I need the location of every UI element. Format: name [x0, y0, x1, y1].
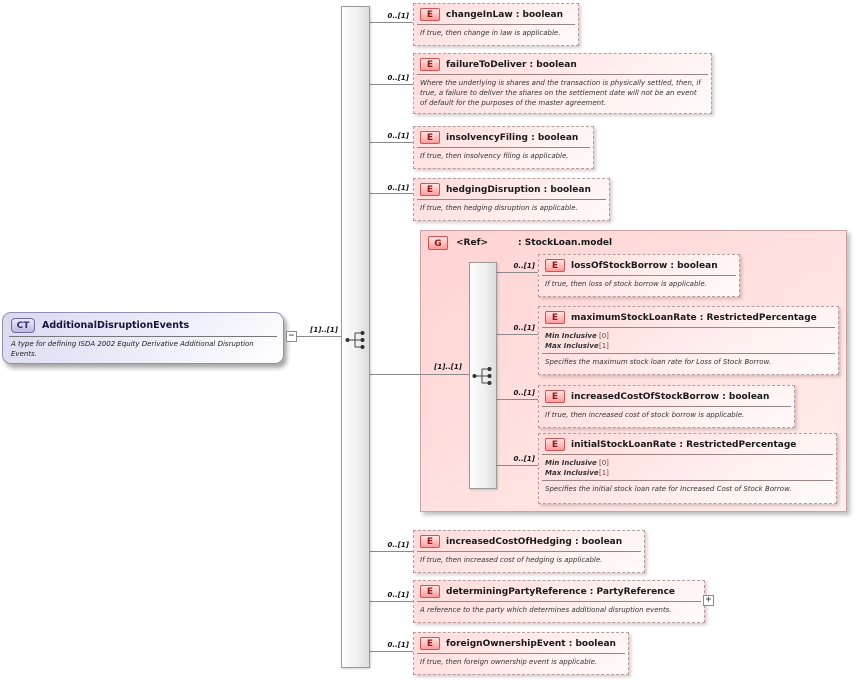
element-node-hedgingDisruption[interactable]: [413, 178, 610, 221]
element-node-failureToDeliver[interactable]: [413, 53, 712, 114]
element-label: hedgingDisruption : boolean: [446, 184, 591, 195]
connector-line: [370, 601, 413, 602]
element-node-increasedCostOfHedging[interactable]: [413, 530, 645, 573]
connector-line: [370, 142, 413, 143]
complex-type-title: [3, 313, 283, 336]
element-doc: If true, then increased cost of hedging is applicable.: [420, 556, 603, 564]
element-icon: E: [420, 131, 440, 144]
facet-name: Max Inclusive: [545, 342, 599, 350]
cardinality-label: [1]..[1]: [310, 326, 338, 334]
group-icon: G: [428, 236, 448, 250]
element-doc: If true, then loss of stock borrow is applicable.: [545, 280, 707, 288]
element-icon: E: [420, 637, 440, 650]
facet-list: [539, 328, 838, 353]
element-node-changeInLaw[interactable]: [413, 3, 579, 46]
cardinality-label: 0..[1]: [513, 262, 535, 270]
element-icon: E: [420, 535, 440, 548]
collapse-toggle-icon[interactable]: −: [286, 331, 297, 342]
group-ref-label: <Ref>: [456, 238, 489, 248]
facet-value: [0]: [599, 332, 609, 340]
connector-line: [370, 551, 413, 552]
element-label: initialStockLoanRate : RestrictedPercentage: [571, 439, 797, 450]
complex-type-name: AdditionalDisruptionEvents: [42, 320, 190, 331]
element-doc: If true, then foreign ownership event is applicable.: [420, 658, 598, 666]
element-node-initialStockLoanRate[interactable]: [538, 433, 837, 504]
element-icon: E: [420, 183, 440, 196]
element-label: failureToDeliver : boolean: [446, 59, 577, 70]
cardinality-label: 0..[1]: [387, 132, 409, 140]
element-label: insolvencyFiling : boolean: [446, 132, 579, 143]
connector-line: [370, 193, 413, 194]
cardinality-label: 0..[1]: [513, 389, 535, 397]
connector-line: [297, 336, 341, 337]
sequence-icon: [471, 365, 495, 387]
sequence-icon: [344, 329, 368, 351]
element-node-foreignOwnershipEvent[interactable]: [413, 632, 629, 675]
element-doc: If true, then hedging disruption is applicable.: [420, 204, 578, 212]
connector-line: [497, 334, 538, 335]
element-icon: E: [545, 390, 565, 403]
connector-line: [370, 651, 413, 652]
connector-line: [370, 374, 469, 375]
cardinality-label: [1]..[1]: [434, 363, 462, 371]
complex-type-icon: CT: [11, 318, 35, 333]
element-icon: E: [420, 58, 440, 71]
element-icon: E: [420, 8, 440, 21]
complex-type-doc: A type for defining ISDA 2002 Equity Derivative Additional Disruption Events.: [11, 340, 254, 358]
facet-value: [1]: [599, 342, 609, 350]
element-label: maximumStockLoanRate : RestrictedPercentage: [571, 312, 817, 323]
element-label: increasedCostOfStockBorrow : boolean: [571, 391, 770, 402]
facet-name: Max Inclusive: [545, 469, 599, 477]
element-doc: If true, then change in law is applicable.: [420, 29, 561, 37]
facet-value: [0]: [599, 459, 609, 467]
facet-name: Min Inclusive: [545, 332, 597, 340]
element-doc: Specifies the initial stock loan rate for Increased Cost of Stock Borrow.: [545, 485, 792, 493]
cardinality-label: 0..[1]: [387, 541, 409, 549]
element-label: foreignOwnershipEvent : boolean: [446, 638, 616, 649]
connector-line: [370, 84, 413, 85]
element-icon: E: [545, 438, 565, 451]
element-node-increasedCostOfStockBorrow[interactable]: [538, 385, 795, 428]
connector-line: [497, 465, 538, 466]
element-doc: If true, then increased cost of stock borrow is applicable.: [545, 411, 745, 419]
facet-list: [539, 455, 836, 480]
element-node-lossOfStockBorrow[interactable]: [538, 254, 740, 297]
element-node-maximumStockLoanRate[interactable]: [538, 306, 839, 375]
cardinality-label: 0..[1]: [513, 455, 535, 463]
connector-line: [497, 272, 538, 273]
cardinality-label: 0..[1]: [387, 12, 409, 20]
element-label: lossOfStockBorrow : boolean: [571, 260, 718, 271]
element-doc: A reference to the party which determines additional disruption events.: [420, 606, 672, 614]
cardinality-label: 0..[1]: [387, 74, 409, 82]
connector-line: [370, 22, 413, 23]
cardinality-label: 0..[1]: [387, 184, 409, 192]
element-label: increasedCostOfHedging : boolean: [446, 536, 623, 547]
cardinality-label: 0..[1]: [387, 591, 409, 599]
expand-toggle-icon[interactable]: +: [703, 595, 714, 606]
element-doc: Specifies the maximum stock loan rate for Loss of Stock Borrow.: [545, 358, 772, 366]
cardinality-label: 0..[1]: [387, 641, 409, 649]
element-icon: E: [545, 259, 565, 272]
complex-type-node[interactable]: [2, 312, 284, 364]
connector-line: [497, 399, 538, 400]
element-doc: Where the underlying is shares and the transaction is physically settled, then, if true, a failure to deliver the shares on the settlement date will not be an event of default for the purposes of the master agreement.: [420, 79, 701, 107]
group-type-label: : StockLoan.model: [518, 238, 613, 248]
facet-name: Min Inclusive: [545, 459, 597, 467]
cardinality-label: 0..[1]: [513, 324, 535, 332]
element-node-determiningPartyReference[interactable]: [413, 580, 705, 623]
element-node-insolvencyFiling[interactable]: [413, 126, 594, 169]
element-label: determiningPartyReference : PartyReference: [446, 586, 676, 597]
group-title: [421, 231, 846, 255]
element-icon: E: [420, 585, 440, 598]
facet-value: [1]: [599, 469, 609, 477]
element-icon: E: [545, 311, 565, 324]
element-label: changeInLaw : boolean: [446, 9, 563, 20]
element-doc: If true, then insolvency filing is applicable.: [420, 152, 569, 160]
